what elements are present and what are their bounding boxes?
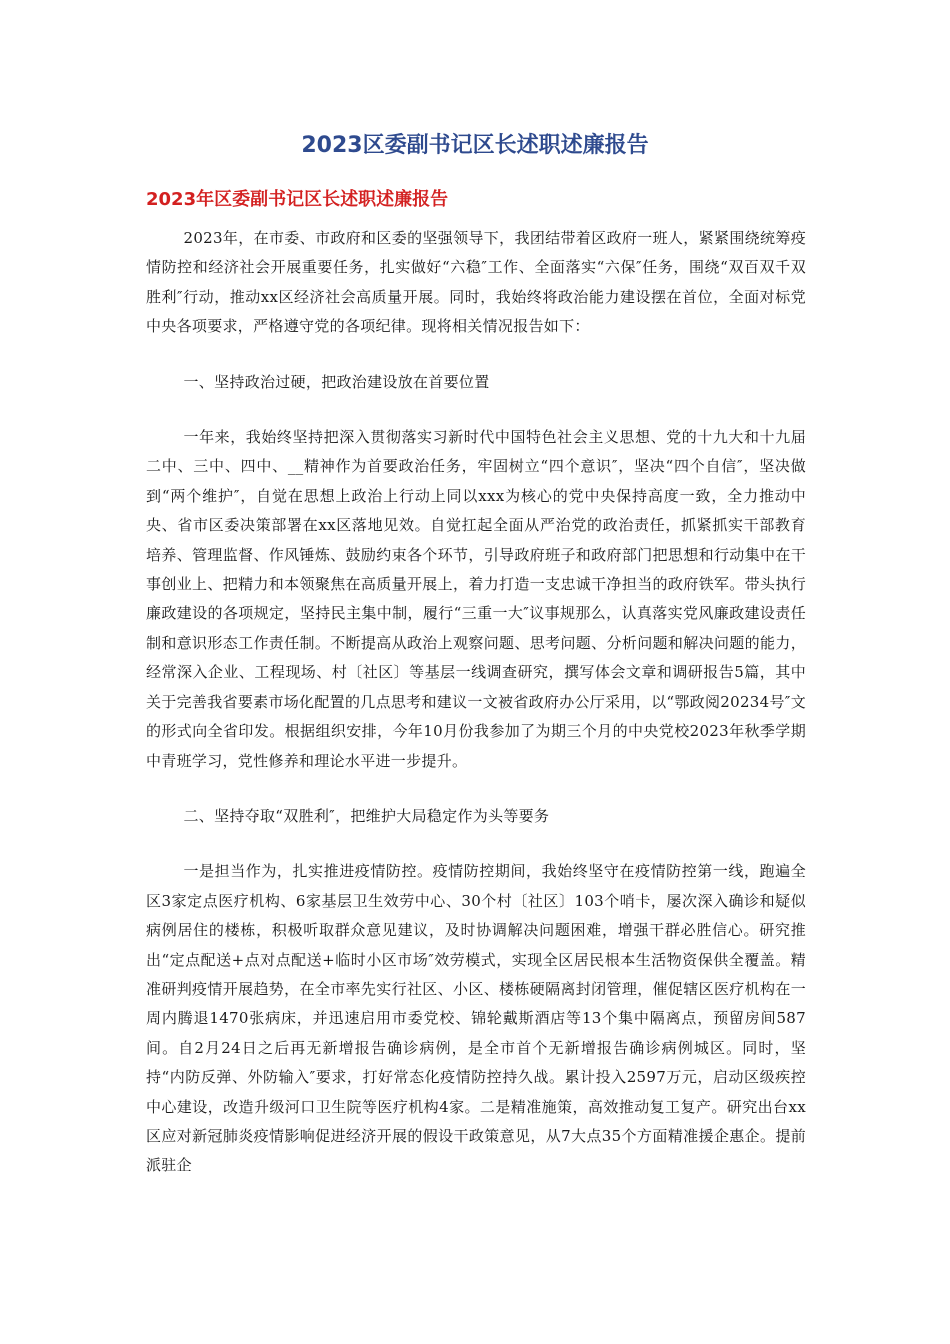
section-heading-2: 二、坚持夺取“双胜利″，把维护大局稳定作为头等要务 — [183, 806, 550, 825]
document-subtitle: 2023年区委副书记区长述职述廉报告 — [146, 189, 449, 210]
intro-paragraph: 2023年，在市委、市政府和区委的坚强领导下，我团结带着区政府一班人，紧紧围绕统筹疫情防控和经济社会开展重要任务，扎实做好“六稳″工作、全面落实“六保″任务，围绕“双百双千双胜利″行动，推动xx区经济社会高质量开展。同时，我始终将政治能力建设摆在首位，全面对标党中央各项要求，严格遵守党的各项纪律。现将相关情况报告如下： — [146, 229, 806, 336]
section-heading-1: 一、坚持政治过硬，把政治建设放在首要位置 — [183, 372, 490, 391]
section-1-paragraph: 一年来，我始终坚持把深入贯彻落实习新时代中国特色社会主义思想、党的十九大和十九届二中、三中、四中、__精神作为首要政治任务，牢固树立“四个意识″，坚决“四个自信″，坚决做到“两个维护″，自觉在思想上政治上行动上同以xxx为核心的党中央保持高度一致，全力推动中央、省市区委决策部署在xx区落地见效。自觉扛起全面从严治党的政治责任，抓紧抓实干部教育培养、管理监督、作风锤炼、鼓励约束各个环节，引导政府班子和政府部门把思想和行动集中在干事创业上、把精力和本领聚焦在高质量开展上，着力打造一支忠诚干净担当的政府铁军。带头执行廉政建设的各项规定，坚持民主集中制，履行“三重一大″议事规那么，认真落实党风廉政建设责任制和意识形态工作责任制。不断提高从政治上观察问题、思考问题、分析问题和解决问题的能力，经常深入企业、工程现场、村〔社区〕等基层一线调查研究，撰写体会文章和调研报告5篇，其中关于完善我省要素市场化配置的几点思考和建议一文被省政府办公厅采用，以“鄂政阅20234号″文的形式向全省印发。根据组织安排，今年10月份我参加了为期三个月的中央党校2023年秋季学期中青班学习，党性修养和理论水平进一步提升。 — [146, 428, 806, 770]
page-title: 2023区委副书记区长述职述廉报告 — [301, 133, 649, 158]
section-2-paragraph: 一是担当作为，扎实推进疫情防控。疫情防控期间，我始终坚守在疫情防控第一线，跑遍全区3家定点医疗机构、6家基层卫生效劳中心、30个村〔社区〕103个哨卡，屡次深入确诊和疑似病例居住的楼栋，积极听取群众意见建议，及时协调解决问题困难，增强干群必胜信心。研究推出“定点配送+点对点配送+临时小区市场″效劳模式，实现全区居民根本生活物资保供全覆盖。精准研判疫情开展趋势，在全市率先实行社区、小区、楼栋硬隔离封闭管理，催促辖区医疗机构在一周内腾退1470张病床，并迅速启用市委党校、锦轮戴斯酒店等13个集中隔离点，预留房间587间。自2月24日之后再无新增报告确诊病例，是全市首个无新增报告确诊病例城区。同时，坚持“内防反弹、外防输入″要求，打好常态化疫情防控持久战。累计投入2597万元，启动区级疾控中心建设，改造升级河口卫生院等医疗机构4家。二是精准施策，高效推动复工复产。研究出台xx区应对新冠肺炎疫情影响促进经济开展的假设干政策意见，从7大点35个方面精准援企惠企。提前派驻企 — [146, 862, 806, 1175]
document-body — [146, 224, 806, 1207]
